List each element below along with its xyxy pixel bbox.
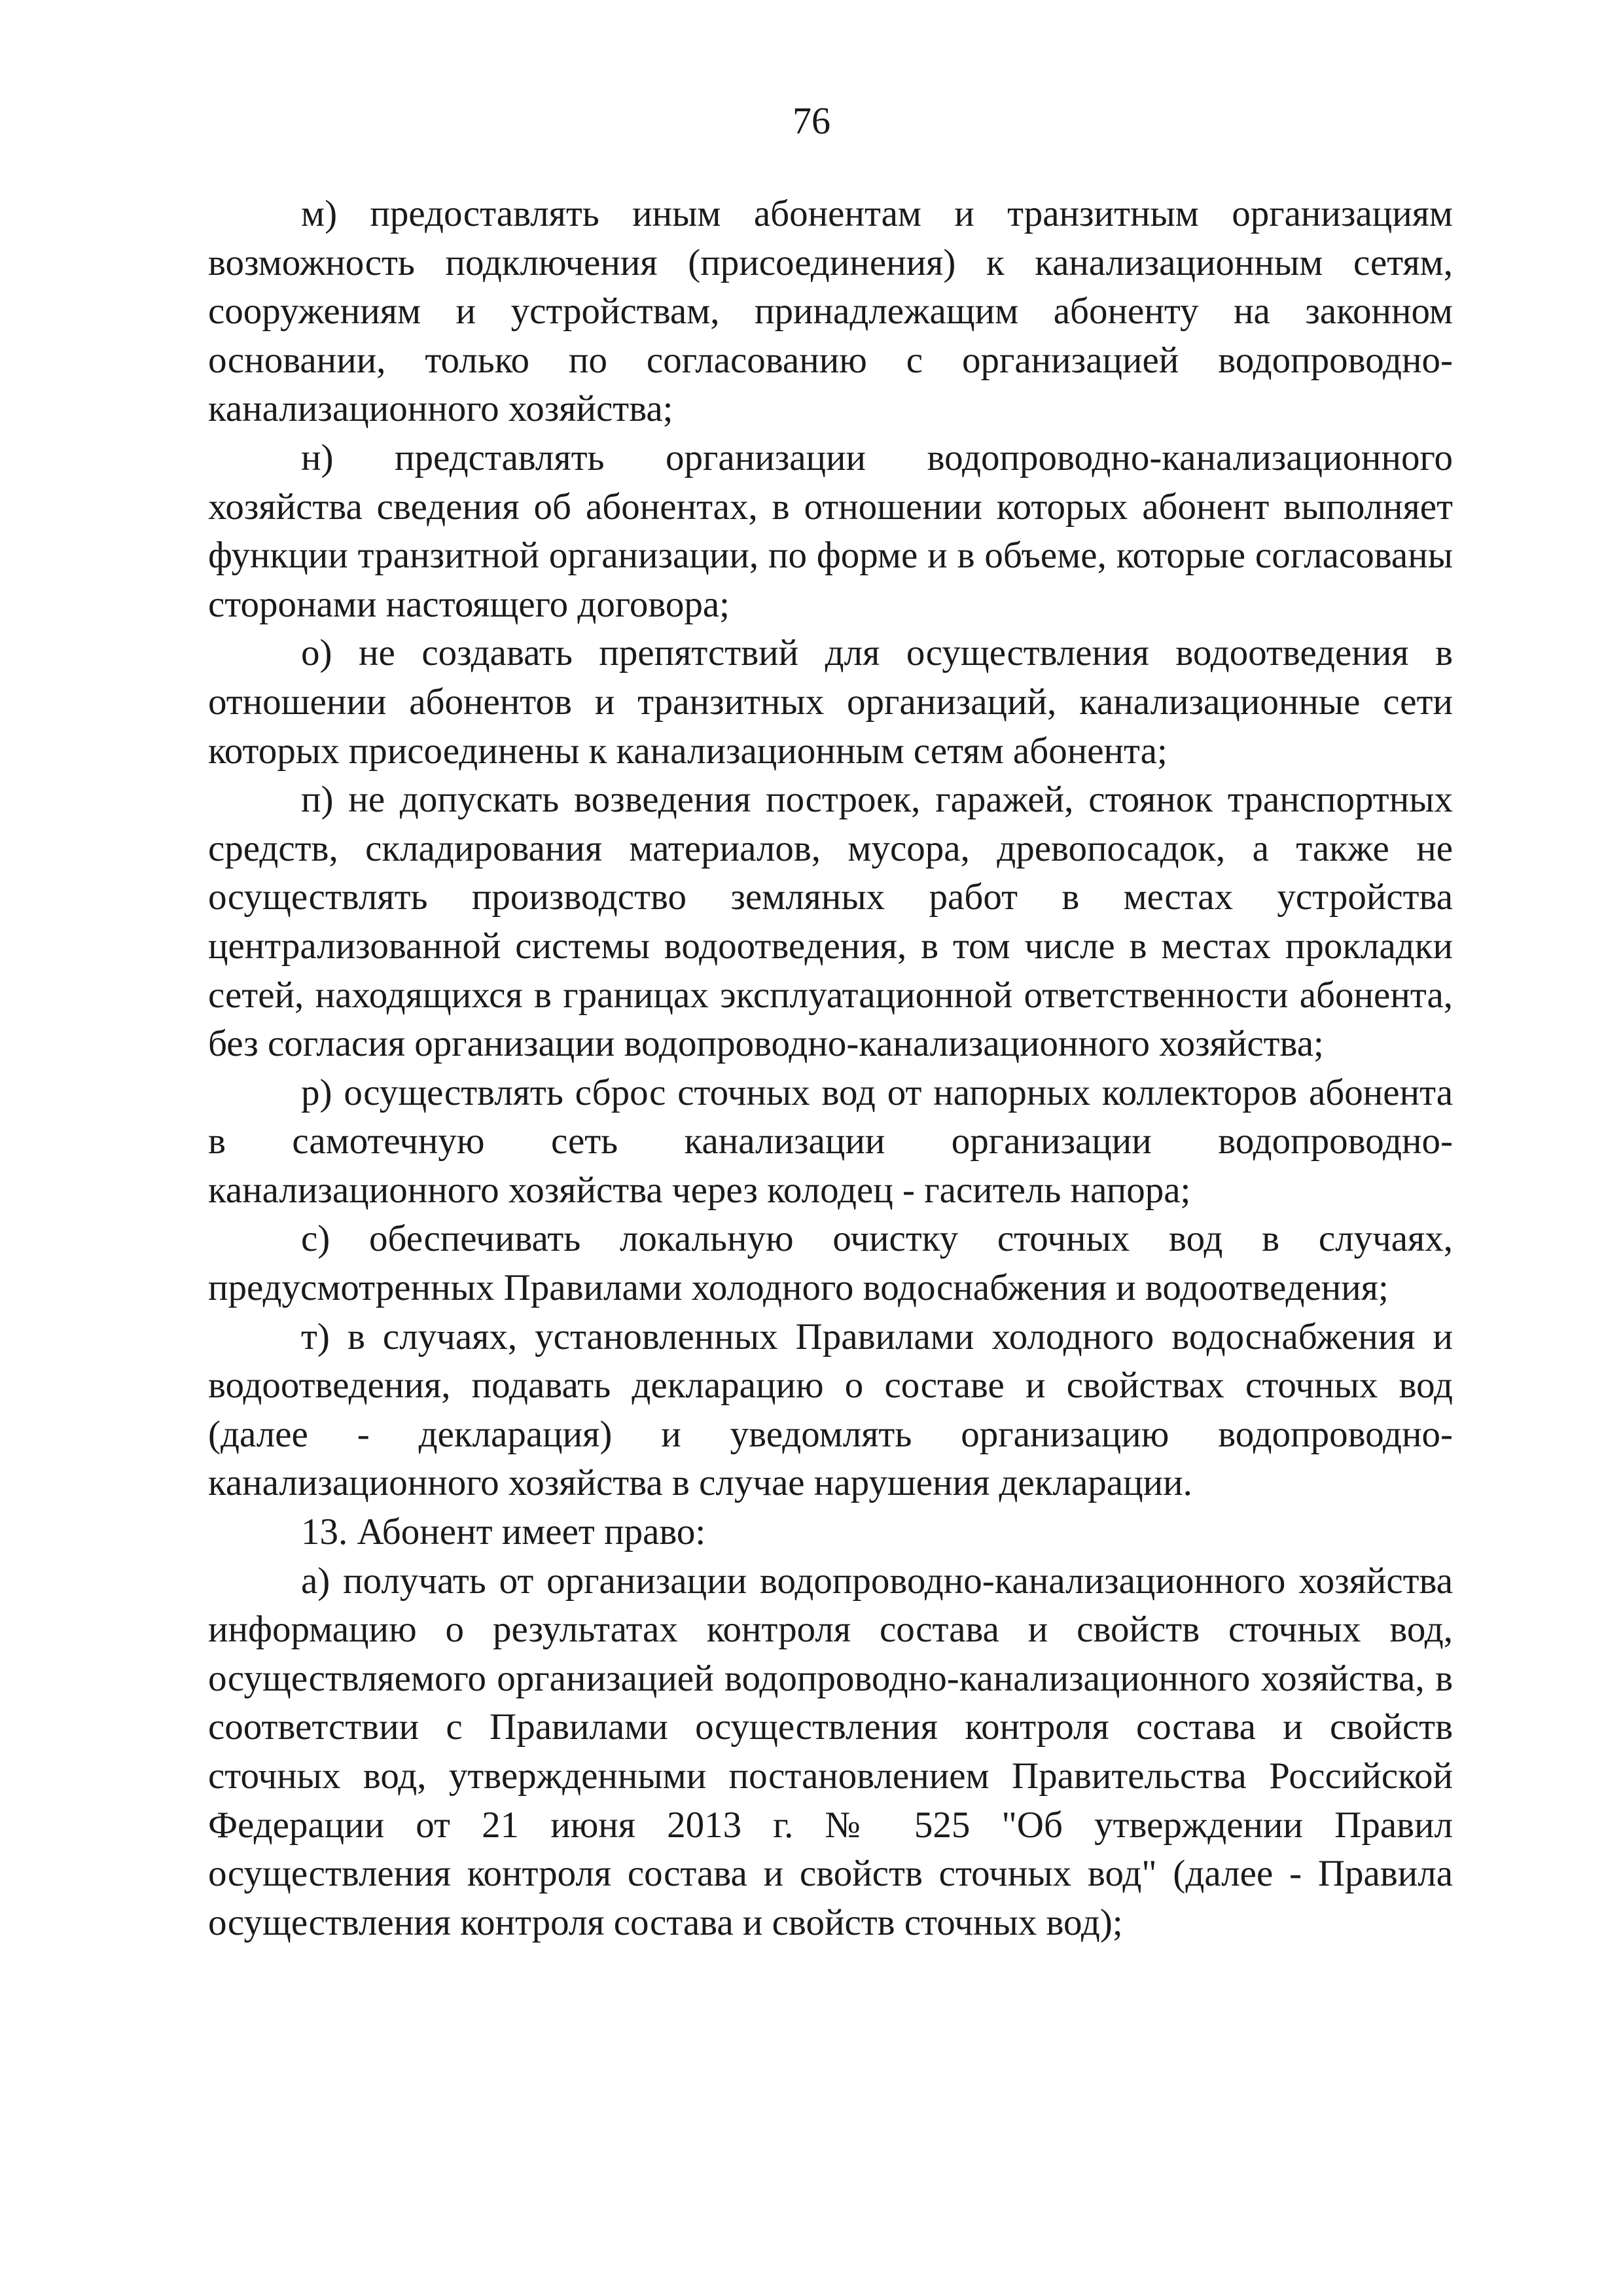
- page-number: 76: [793, 99, 830, 142]
- paragraph-s: с) обеспечивать локальную очистку сточных вод в случаях, предусмотренных Правилами холодного водоснабжения и водоотведения;: [208, 1218, 1453, 1309]
- paragraph-p: п) не допускать возведения построек, гаражей, стоянок транспортных средств, складирования материалов, мусора, древопосадок, а также не осуществлять производство земляных работ в местах устройства централизованной системы водоотведения, в том числе в местах прокладки сетей, находящихся в границах эксплуатационной ответственности абонента, без согласия организации водопроводно-канализационного хозяйства;: [208, 779, 1453, 1065]
- paragraph-n: н) представлять организации водопроводно-канализационного хозяйства сведения об абонентах, в отношении которых абонент выполняет функции транзитной организации, по форме и в объеме, которые согласованы сторонами настоящего договора;: [208, 437, 1453, 625]
- document-body: [208, 190, 1453, 1947]
- paragraph-o: о) не создавать препятствий для осуществления водоотведения в отношении абонентов и транзитных организаций, канализационные сети которых присоединены к канализационным сетям абонента;: [208, 632, 1453, 772]
- paragraph-t: т) в случаях, установленных Правилами холодного водоснабжения и водоотведения, подавать декларацию о составе и свойствах сточных вод (далее - декларация) и уведомлять организацию водопроводно-канализационного хозяйства в случае нарушения декларации.: [208, 1316, 1453, 1504]
- paragraph-a: а) получать от организации водопроводно-канализационного хозяйства информацию о результатах контроля состава и свойств сточных вод, осуществляемого организацией водопроводно-канализационного хозяйства, в соответствии с Правилами осуществления контроля состава и свойств сточных вод, утвержденными постановлением Правительства Российской Федерации от 21 июня 2013 г. № 525 "Об утверждении Правил осуществления контроля состава и свойств сточных вод" (далее - Правила осуществления контроля состава и свойств сточных вод);: [208, 1560, 1453, 1943]
- paragraph-m: м) предоставлять иным абонентам и транзитным организациям возможность подключения (присоединения) к канализационным сетям, сооружениям и устройствам, принадлежащим абоненту на законном основании, только по согласованию с организацией водопроводно-канализационного хозяйства;: [208, 193, 1453, 430]
- paragraph-r: р) осуществлять сброс сточных вод от напорных коллекторов абонента в самотечную сеть канализации организации водопроводно-канализационного хозяйства через колодец - гаситель напора;: [208, 1071, 1453, 1211]
- section-13-heading: 13. Абонент имеет право:: [301, 1511, 706, 1553]
